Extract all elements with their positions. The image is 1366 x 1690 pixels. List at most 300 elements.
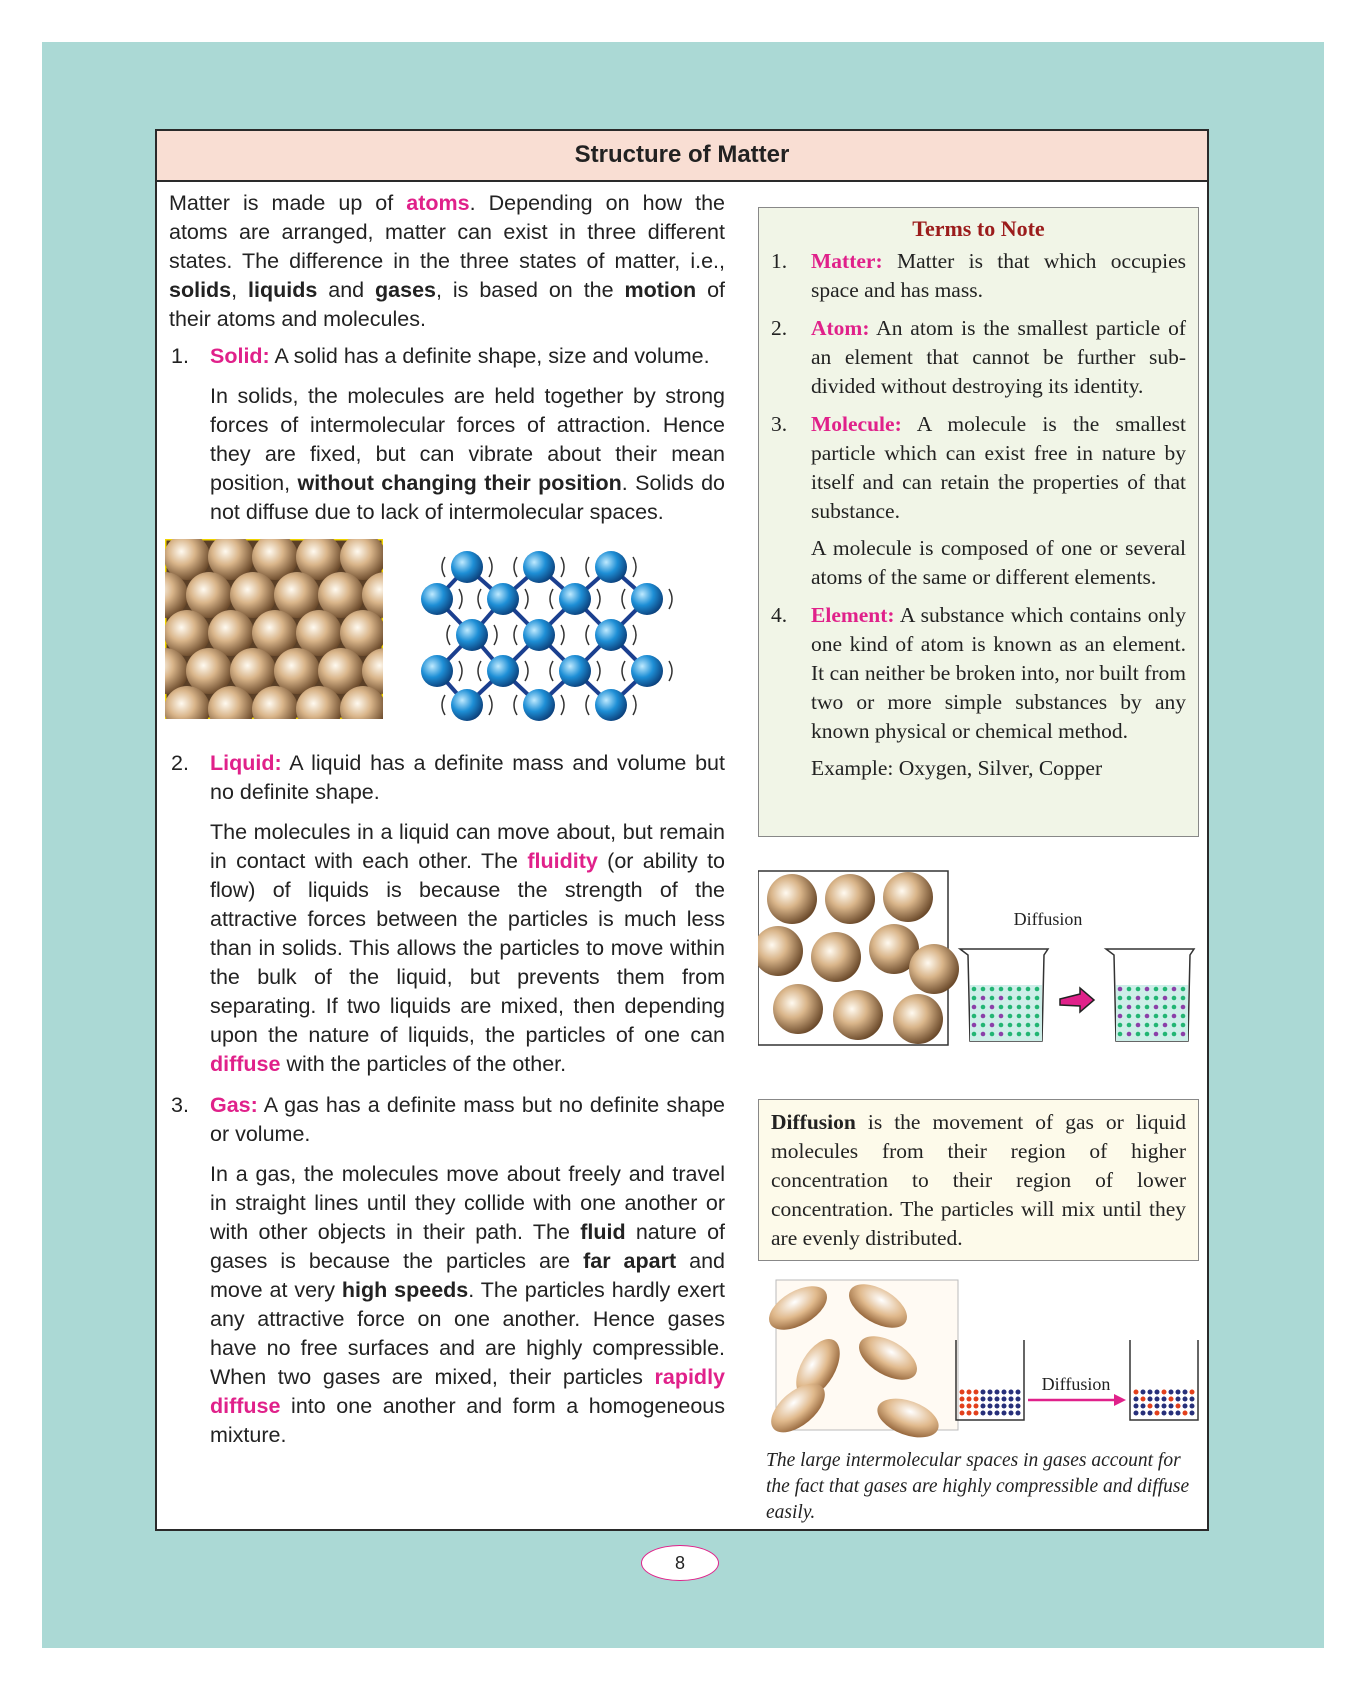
solid-text: . Solids do not diffuse due to lack of intermolecular spaces.: [210, 471, 725, 524]
gas-molecule: [1002, 1390, 1007, 1395]
liquid-particle: [981, 1014, 986, 1019]
liquid-particle: [1026, 1032, 1031, 1037]
vibration-mark: [442, 695, 445, 715]
liquid-particle: [1154, 1023, 1159, 1028]
gas-molecule: [1002, 1404, 1007, 1409]
beaker-liquid: [970, 985, 1042, 1041]
gas-molecule: [981, 1390, 986, 1395]
liquid-particle: [1172, 1032, 1177, 1037]
gas-molecule: [960, 1390, 965, 1395]
gas-molecule: [1148, 1411, 1153, 1416]
liquid-particle: [1017, 1032, 1022, 1037]
liquid-particle: [999, 987, 1004, 992]
gas-description: [210, 1160, 725, 1450]
liquid-particle: [1154, 987, 1159, 992]
liquid-particle: [1118, 1032, 1123, 1037]
vibration-mark: [586, 695, 589, 715]
solid-figures: [165, 539, 725, 739]
list-number: 2.: [171, 751, 189, 775]
gas-molecule: [974, 1397, 979, 1402]
gas-text: . The particles hardly exert any attractive force on one another. Hence gases have no free surfaces and are highly compressible. When two gases are mixed, their particles: [210, 1278, 725, 1389]
vibration-mark: [633, 625, 636, 645]
liquid-particle: [1035, 1023, 1040, 1028]
sphere-particle: [825, 874, 875, 924]
molecule-particle: [559, 655, 591, 687]
gas-molecule: [974, 1390, 979, 1395]
gas-label: Gas:: [210, 1093, 258, 1117]
gas-molecule: [1148, 1390, 1153, 1395]
liquid-particle: [1181, 1005, 1186, 1010]
liquid-text: (or ability to flow) of liquids is because the strength of the attractive forces between the particles is much less than in solids. This allows the particles to move within the bulk of the liquid, but prevents them from separating. If two liquids are mixed, then depending upon the nature of liquids, the particles of one can: [210, 849, 725, 1047]
liquid-particle: [972, 1023, 977, 1028]
intro-text: . Depending on how the atoms are arranged, matter can exist in three different states. The difference in the three states of matter, i.e.,: [169, 191, 725, 273]
vibration-mark: [669, 661, 672, 681]
liquid-particle: [1163, 996, 1168, 1001]
gas-molecule: [1169, 1404, 1174, 1409]
vibration-mark: [478, 589, 481, 609]
gas-molecule: [967, 1404, 972, 1409]
vibration-mark: [633, 695, 636, 715]
solid-emphasis: without changing their position: [297, 471, 622, 495]
liquid-particle: [1008, 1032, 1013, 1037]
vibration-mark: [622, 661, 625, 681]
liquid-particle: [1172, 1005, 1177, 1010]
liquid-particle: [999, 1014, 1004, 1019]
liquid-particle: [1154, 1032, 1159, 1037]
molecule-particle: [631, 583, 663, 615]
terms-heading: Terms to Note: [912, 216, 1045, 241]
liquid-particle: [1017, 987, 1022, 992]
solid-lattice-diagram: [417, 533, 707, 733]
diffusion-term: Diffusion: [771, 1110, 856, 1134]
solid-definition: A solid has a definite shape, size and volume.: [269, 344, 710, 368]
liquid-particle: [1127, 987, 1132, 992]
liquid-particle: [1181, 1032, 1186, 1037]
vibration-mark: [586, 625, 589, 645]
vibration-mark: [442, 557, 445, 577]
gas-molecule: [1155, 1390, 1160, 1395]
molecule-particle: [595, 619, 627, 651]
liquid-particle: [981, 1005, 986, 1010]
term-molecule: [771, 410, 1186, 592]
intro-paragraph: [169, 189, 725, 334]
liquid-particle: [1008, 1014, 1013, 1019]
list-number: 1.: [771, 249, 788, 273]
term-element: [771, 601, 1186, 783]
liquid-particle: [999, 1032, 1004, 1037]
term-subtext: A molecule is composed of one or several atoms of the same or different elements.: [811, 536, 1186, 589]
liquid-particle: [1127, 1005, 1132, 1010]
liquid-definition: A liquid has a definite mass and volume but no definite shape.: [210, 751, 725, 804]
vibration-mark: [561, 695, 564, 715]
gas-molecule: [1162, 1404, 1167, 1409]
vibration-mark: [622, 589, 625, 609]
molecule-particle: [451, 551, 483, 583]
gas-molecule: [1176, 1411, 1181, 1416]
liquid-particle: [1136, 996, 1141, 1001]
liquid-particle: [1127, 1032, 1132, 1037]
term-solids: solids: [169, 278, 232, 302]
liquid-particle: [1127, 1023, 1132, 1028]
gas-molecule: [988, 1411, 993, 1416]
liquid-particle: [972, 1032, 977, 1037]
solid-label: Solid:: [210, 344, 270, 368]
diffusion-label: Diffusion: [1013, 909, 1083, 929]
liquid-particle: [1035, 1032, 1040, 1037]
liquid-particle: [972, 987, 977, 992]
main-text-column: [169, 189, 725, 1450]
molecule-particle: [487, 583, 519, 615]
liquid-particle: [1181, 996, 1186, 1001]
gas-molecule: [1190, 1411, 1195, 1416]
liquid-particle: [981, 1023, 986, 1028]
gas-molecule: [960, 1411, 965, 1416]
liquid-particle: [981, 1032, 986, 1037]
gas-molecule: [974, 1411, 979, 1416]
gas-molecule: [1155, 1411, 1160, 1416]
gas-molecule: [981, 1411, 986, 1416]
solid-spheres-image: [165, 539, 383, 719]
solid-section: [169, 342, 725, 527]
term-label: Element:: [811, 603, 895, 627]
liquid-particle: [1181, 1023, 1186, 1028]
gas-molecule: [1183, 1411, 1188, 1416]
gas-molecule: [1169, 1390, 1174, 1395]
vibration-mark: [561, 625, 564, 645]
liquid-particle: [1026, 996, 1031, 1001]
term-motion: motion: [624, 278, 697, 302]
molecule-particle: [595, 551, 627, 583]
gas-molecule: [1176, 1397, 1181, 1402]
term-gases: gases: [375, 278, 437, 302]
gas-molecule: [1162, 1411, 1167, 1416]
vibration-mark: [525, 661, 528, 681]
liquid-particle: [1136, 1023, 1141, 1028]
molecule-particle: [451, 689, 483, 721]
sphere-particle: [893, 994, 943, 1044]
molecule-particle: [523, 689, 555, 721]
arrow-icon: [1060, 988, 1094, 1012]
gas-molecule: [1169, 1397, 1174, 1402]
vibration-mark: [561, 557, 564, 577]
diffusion-text: is the movement of gas or liquid molecules from their region of higher concentration to their region of lower concentration. The particles will mix until they are evenly distributed.: [771, 1110, 1186, 1250]
liquid-particle: [999, 1023, 1004, 1028]
liquid-particle: [1008, 1023, 1013, 1028]
term-fluidity: fluidity: [527, 849, 598, 873]
liquid-particle: [1035, 1005, 1040, 1010]
gas-molecule: [1016, 1411, 1021, 1416]
liquid-description: [210, 818, 725, 1079]
liquid-particle: [972, 1005, 977, 1010]
vibration-mark: [550, 589, 553, 609]
list-number: 2.: [771, 316, 788, 340]
list-number: 1.: [171, 344, 189, 368]
gas-text: In a gas, the molecules move about freely and travel in straight lines until they collide with one another or with other objects in their path. The: [210, 1162, 725, 1244]
gas-molecule: [1009, 1397, 1014, 1402]
term-matter: [771, 247, 1186, 305]
term-high-speeds: high speeds: [341, 1278, 469, 1302]
liquid-particle: [1118, 1014, 1123, 1019]
gas-diffusion-figure: [758, 1278, 1199, 1438]
liquid-diffusion-illustration: [758, 869, 1199, 1049]
liquid-particle: [999, 1005, 1004, 1010]
content-frame: [155, 129, 1209, 1531]
vibration-mark: [447, 625, 450, 645]
liquid-particle: [1163, 987, 1168, 992]
liquid-particle: [1154, 996, 1159, 1001]
liquid-particle: [1136, 1032, 1141, 1037]
term-liquids: liquids: [248, 278, 318, 302]
term-example: Example: Oxygen, Silver, Copper: [811, 756, 1103, 780]
term-far-apart: far apart: [583, 1249, 677, 1273]
vibration-mark: [550, 661, 553, 681]
liquid-text: The molecules in a liquid can move about, but remain in contact with each other. The: [210, 820, 725, 873]
vibration-mark: [514, 557, 517, 577]
list-number: 3.: [771, 412, 788, 436]
term-text: A molecule is the smallest particle which can exist free in nature by itself and can retain the properties of that substance.: [811, 412, 1186, 523]
gas-molecule: [1134, 1397, 1139, 1402]
liquid-particle: [1017, 1005, 1022, 1010]
liquid-particle: [1026, 987, 1031, 992]
liquid-particle: [1163, 1005, 1168, 1010]
gas-molecule: [1016, 1397, 1021, 1402]
gas-text: into one another and form a homogeneous mixture.: [210, 1394, 725, 1447]
liquid-particle: [1118, 996, 1123, 1001]
gas-molecule: [1176, 1390, 1181, 1395]
liquid-particle: [1017, 1014, 1022, 1019]
gas-molecule: [1155, 1404, 1160, 1409]
intro-text: ,: [231, 278, 249, 302]
liquid-particle: [1136, 1014, 1141, 1019]
gas-molecule: [1141, 1390, 1146, 1395]
liquid-particle: [1154, 1014, 1159, 1019]
sphere-particle: [811, 932, 861, 982]
liquid-particle: [1172, 1023, 1177, 1028]
molecule-particle: [559, 583, 591, 615]
terms-to-note-box: [758, 207, 1199, 837]
liquid-particle: [1127, 996, 1132, 1001]
liquid-particle: [1008, 987, 1013, 992]
liquid-particle: [1163, 1023, 1168, 1028]
gas-molecule: [995, 1404, 1000, 1409]
liquid-particle: [1145, 1014, 1150, 1019]
molecule-particle: [487, 655, 519, 687]
term-text: An atom is the smallest particle of an element that cannot be further sub-divided without destroying its identity.: [811, 316, 1186, 398]
vibration-mark: [514, 625, 517, 645]
liquid-particle: [990, 987, 995, 992]
gas-molecule: [988, 1397, 993, 1402]
gas-molecule: [995, 1411, 1000, 1416]
gas-molecule: [1183, 1404, 1188, 1409]
term-label: Atom:: [811, 316, 870, 340]
vibration-mark: [459, 661, 462, 681]
gas-molecule: [1009, 1390, 1014, 1395]
gas-molecule: [1141, 1397, 1146, 1402]
liquid-particle: [990, 996, 995, 1001]
intro-text: of their atoms and molecules.: [169, 278, 726, 331]
liquid-particle: [972, 1014, 977, 1019]
liquid-particle: [1181, 987, 1186, 992]
molecule-particle: [456, 619, 488, 651]
intro-text: , is based on the: [436, 278, 625, 302]
gas-molecule: [1141, 1404, 1146, 1409]
gas-molecule: [981, 1404, 986, 1409]
figure-caption: The large intermolecular spaces in gases account for the fact that gases are highly compressible and diffuse easily.: [766, 1450, 1190, 1523]
liquid-particle: [1136, 987, 1141, 992]
gas-molecule: [981, 1397, 986, 1402]
term-label: Molecule:: [811, 412, 902, 436]
molecule-particle: [631, 655, 663, 687]
gas-molecule: [1162, 1397, 1167, 1402]
list-number: 3.: [171, 1093, 189, 1117]
liquid-particle: [981, 996, 986, 1001]
gas-molecule: [1016, 1390, 1021, 1395]
arrow-icon: [1114, 1394, 1126, 1406]
vibration-mark: [478, 661, 481, 681]
liquid-particle: [1118, 1023, 1123, 1028]
liquid-particle: [1017, 1023, 1022, 1028]
liquid-particle: [1172, 996, 1177, 1001]
liquid-particle: [1181, 1014, 1186, 1019]
sphere-particle: [883, 872, 933, 922]
sphere-particle: [767, 874, 817, 924]
molecule-particle: [421, 655, 453, 687]
liquid-particle: [1145, 1032, 1150, 1037]
gas-molecule: [1016, 1404, 1021, 1409]
gas-molecule: [1155, 1397, 1160, 1402]
liquid-particle: [1118, 987, 1123, 992]
term-atom: [771, 314, 1186, 401]
gas-molecule: [1183, 1390, 1188, 1395]
molecule-particle: [523, 551, 555, 583]
gas-molecule: [995, 1397, 1000, 1402]
liquid-particle: [1035, 1014, 1040, 1019]
liquid-particle: [1145, 996, 1150, 1001]
liquid-particle: [972, 996, 977, 1001]
gas-molecule: [960, 1404, 965, 1409]
liquid-particle: [990, 1014, 995, 1019]
gas-molecule: [960, 1397, 965, 1402]
page-title: Structure of Matter: [157, 131, 1207, 182]
liquid-particle: [990, 1005, 995, 1010]
liquid-particle: [1026, 1023, 1031, 1028]
vibration-mark: [489, 557, 492, 577]
page-number: 8: [641, 1545, 719, 1581]
gas-molecule: [1134, 1411, 1139, 1416]
gas-molecule: [974, 1404, 979, 1409]
vibration-mark: [597, 661, 600, 681]
vibration-mark: [489, 695, 492, 715]
liquid-particle: [1145, 987, 1150, 992]
gas-molecule: [1162, 1390, 1167, 1395]
gas-molecule: [1190, 1390, 1195, 1395]
liquid-particle: [1154, 1005, 1159, 1010]
molecule-particle: [595, 689, 627, 721]
gas-molecule: [1009, 1411, 1014, 1416]
liquid-particle: [1035, 987, 1040, 992]
liquid-particle: [981, 987, 986, 992]
liquid-particle: [990, 1023, 995, 1028]
gas-section: [169, 1091, 725, 1450]
gas-molecule: [1176, 1404, 1181, 1409]
liquid-particle: [1035, 996, 1040, 1001]
liquid-particle: [1026, 1005, 1031, 1010]
vibration-mark: [597, 589, 600, 609]
vibration-mark: [525, 589, 528, 609]
gas-diffusion-label: Diffusion: [1041, 1374, 1111, 1394]
liquid-particle: [999, 996, 1004, 1001]
liquid-particle: [1127, 1014, 1132, 1019]
liquid-particle: [1136, 1005, 1141, 1010]
vibration-mark: [514, 695, 517, 715]
intro-text: Matter is made up of: [169, 191, 407, 215]
liquid-particle: [1008, 1005, 1013, 1010]
vibration-mark: [586, 557, 589, 577]
liquid-particle: [1172, 987, 1177, 992]
gas-molecule: [1134, 1390, 1139, 1395]
molecule-particle: [523, 619, 555, 651]
term-rapidly-diffuse: rapidly diffuse: [210, 1365, 725, 1418]
gas-molecule: [967, 1390, 972, 1395]
liquid-label: Liquid:: [210, 751, 282, 775]
gas-molecule: [1169, 1411, 1174, 1416]
liquid-particle: [1172, 1014, 1177, 1019]
gas-molecule: [967, 1411, 972, 1416]
liquid-text: with the particles of the other.: [280, 1052, 567, 1076]
liquid-particle: [990, 1032, 995, 1037]
gas-molecule: [1183, 1397, 1188, 1402]
sphere-particle: [773, 984, 823, 1034]
vibration-mark: [633, 557, 636, 577]
diffusion-definition-box: [758, 1099, 1199, 1261]
gas-molecule: [1134, 1404, 1139, 1409]
liquid-section: [169, 749, 725, 1079]
term-atoms: atoms: [406, 191, 470, 215]
solid-text: In solids, the molecules are held together by strong forces of intermolecular forces of attraction. Hence they are fixed, but can vibrate about their mean position,: [210, 384, 725, 495]
term-label: Matter:: [811, 249, 883, 273]
gas-text: and move at very: [210, 1249, 725, 1302]
vibration-mark: [494, 625, 497, 645]
list-number: 4.: [771, 603, 788, 627]
gas-text: nature of gases is because the particles are: [210, 1220, 726, 1273]
sphere-particle: [909, 944, 959, 994]
liquid-particle: [1008, 996, 1013, 1001]
gas-definition: A gas has a definite mass but no definite shape or volume.: [210, 1093, 725, 1146]
beaker-liquid: [1116, 985, 1188, 1041]
gas-molecule: [988, 1390, 993, 1395]
gas-molecule: [988, 1404, 993, 1409]
gas-molecule: [1148, 1397, 1153, 1402]
liquid-particle: [1017, 996, 1022, 1001]
solid-description: [210, 382, 725, 527]
liquid-particle: [1163, 1032, 1168, 1037]
gas-molecule: [1141, 1411, 1146, 1416]
liquid-particle: [1026, 1014, 1031, 1019]
molecule-particle: [421, 583, 453, 615]
gas-molecule: [1002, 1397, 1007, 1402]
gas-diffusion-illustration: [758, 1278, 1199, 1438]
liquid-diffusion-figure: [758, 869, 1199, 1049]
term-fluid: fluid: [580, 1220, 626, 1244]
liquid-particle: [1163, 1014, 1168, 1019]
gas-molecule: [1190, 1397, 1195, 1402]
gas-molecule: [1190, 1404, 1195, 1409]
gas-molecule: [1002, 1411, 1007, 1416]
gas-molecule: [1009, 1404, 1014, 1409]
vibration-mark: [669, 589, 672, 609]
liquid-particle: [1145, 1005, 1150, 1010]
term-text: A substance which contains only one kind of atom is known as an element. It can neither be broken into, nor built from two or more simple substances by any known physical or chemical method.: [811, 603, 1186, 743]
